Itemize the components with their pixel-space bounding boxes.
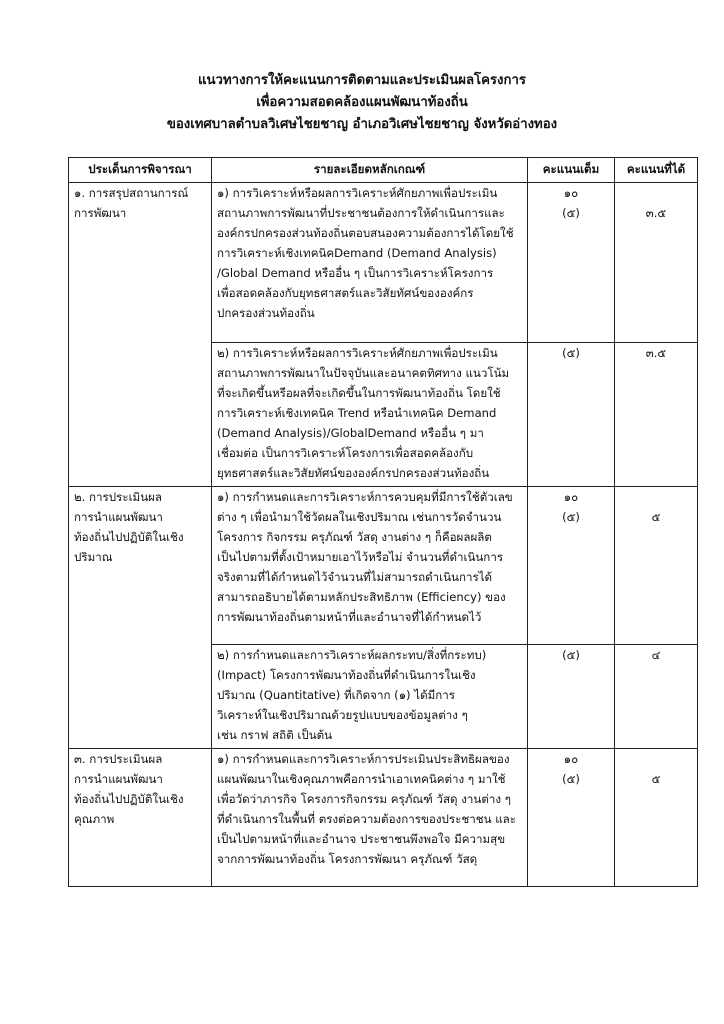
- detail-line: โครงการ กิจกรรม ครุภัณฑ์ วัสดุ งานต่าง ๆ ก็คือผลผลิต: [217, 530, 492, 544]
- detail-line: การวิเคราะห์เชิงเทคนิคDemand (Demand Analysis): [217, 246, 497, 260]
- detail-line: สถานภาพการพัฒนาที่ประชาชนต้องการให้ดำเนินการและ: [217, 206, 505, 220]
- detail-line: (Impact) โครงการพัฒนาท้องถิ่นที่ดำเนินการในเชิง: [217, 668, 476, 682]
- criteria-details: [212, 487, 528, 645]
- detail-line: ที่จะเกิดขึ้นหรือผลที่จะเกิดขึ้นในการพัฒนาท้องถิ่น โดยใช้: [217, 386, 501, 400]
- category-line: การนำแผนพัฒนา: [74, 510, 163, 524]
- category-line: การพัฒนา: [74, 206, 127, 220]
- header-score-obtained: คะแนนที่ได้: [615, 158, 698, 183]
- criteria-details: [212, 645, 528, 749]
- table-header-row: [69, 158, 698, 183]
- detail-line: ๑) การวิเคราะห์หรือผลการวิเคราะห์ศักยภาพเพื่อประเมิน: [217, 186, 498, 200]
- category-line: ๓. การประเมินผล: [74, 752, 163, 766]
- detail-line: เป็นไปตามหน้าที่และอำนาจ ประชาชนพึงพอใจ มีความสุข: [217, 832, 506, 846]
- item-full-score: (๕): [562, 346, 580, 360]
- table-row: [69, 749, 698, 887]
- detail-line: ปริมาณ (Quantitative) ที่เกิดจาก (๑) ได้มีการ: [217, 688, 456, 702]
- full-score-cell: [528, 749, 615, 887]
- detail-line: ปกครองส่วนท้องถิ่น: [217, 306, 315, 320]
- full-score-cell: [528, 343, 615, 487]
- item-full-score: (๕): [562, 206, 580, 220]
- category-line: คุณภาพ: [74, 812, 115, 826]
- detail-line: วิเคราะห์ในเชิงปริมาณด้วยรูปแบบของข้อมูลต่าง ๆ: [217, 708, 468, 722]
- detail-line: (Demand Analysis)/GlobalDemand หรืออื่น ๆ มา: [217, 426, 484, 440]
- category-line: ปริมาณ: [74, 550, 113, 564]
- criteria-category: [69, 487, 212, 749]
- score-obtained-cell: [615, 487, 698, 645]
- detail-line: ๒) การกำหนดและการวิเคราะห์ผลกระทบ/สิ่งที่กระทบ): [217, 648, 487, 662]
- criteria-details: [212, 183, 528, 343]
- criteria-category: [69, 183, 212, 487]
- group-full-score: ๑๐: [563, 752, 579, 766]
- document-title: [0, 70, 724, 136]
- table-row: [69, 487, 698, 645]
- score-obtained-cell: [615, 343, 698, 487]
- item-full-score: (๕): [562, 772, 580, 786]
- detail-line: สามารถอธิบายได้ตามหลักประสิทธิภาพ (Efficiency) ของ: [217, 590, 506, 604]
- score-obtained: ๔: [651, 648, 661, 662]
- item-full-score: (๕): [562, 648, 580, 662]
- group-full-score: ๑๐: [563, 490, 579, 504]
- detail-line: จริงตามที่ได้กำหนดไว้จำนวนที่ไม่สามารถดำเนินการได้: [217, 570, 493, 584]
- title-line-1: แนวทางการให้คะแนนการติดตามและประเมินผลโครงการ: [198, 73, 526, 88]
- detail-line: องค์กรปกครองส่วนท้องถิ่นตอบสนองความต้องการได้โดยใช้: [217, 226, 514, 240]
- item-full-score: (๕): [562, 510, 580, 524]
- detail-line: ยุทธศาสตร์และวิสัยทัศน์ขององค์กรปกครองส่วนท้องถิ่น: [217, 466, 490, 480]
- detail-line: ๒) การวิเคราะห์หรือผลการวิเคราะห์ศักยภาพเพื่อประเมิน: [217, 346, 498, 360]
- criteria-category: [69, 749, 212, 887]
- score-obtained-cell: [615, 645, 698, 749]
- table-body: [69, 183, 698, 887]
- category-line: การนำแผนพัฒนา: [74, 772, 163, 786]
- criteria-details: [212, 343, 528, 487]
- detail-line: จากการพัฒนาท้องถิ่น โครงการพัฒนา ครุภัณฑ์ วัสดุ: [217, 852, 478, 866]
- header-details: รายละเอียดหลักเกณฑ์: [212, 158, 528, 183]
- score-obtained: ๓.๕: [645, 206, 667, 220]
- detail-line: เช่น กราฟ สถิติ เป็นต้น: [217, 728, 333, 742]
- detail-line: ๑) การกำหนดและการวิเคราะห์การควบคุมที่มีการใช้ตัวเลข: [217, 490, 513, 504]
- category-line: ๑. การสรุปสถานการณ์: [74, 186, 189, 200]
- score-obtained-cell: [615, 183, 698, 343]
- full-score-cell: [528, 183, 615, 343]
- detail-line: เชื่อมต่อ เป็นการวิเคราะห์โครงการเพื่อสอดคล้องกับ: [217, 446, 474, 460]
- scoring-table: [68, 157, 698, 887]
- group-full-score: ๑๐: [563, 186, 579, 200]
- detail-line: การพัฒนาท้องถิ่นตามหน้าที่และอำนาจที่ได้กำหนดไว้: [217, 610, 482, 624]
- category-line: ท้องถิ่นไปปฏิบัติในเชิง: [74, 530, 184, 544]
- category-line: ๒. การประเมินผล: [74, 490, 163, 504]
- detail-line: เพื่อวัดว่าภารกิจ โครงการกิจกรรม ครุภัณฑ์ วัสดุ งานต่าง ๆ: [217, 792, 511, 806]
- criteria-details: [212, 749, 528, 887]
- detail-line: เพื่อสอดคล้องกับยุทธศาสตร์และวิสัยทัศน์ขององค์กร: [217, 286, 474, 300]
- score-obtained: ๓.๕: [645, 346, 667, 360]
- header-full-score: คะแนนเต็ม: [528, 158, 615, 183]
- detail-line: ที่ดำเนินการในพื้นที่ ตรงต่อความต้องการของประชาชน และ: [217, 812, 516, 826]
- detail-line: การวิเคราะห์เชิงเทคนิค Trend หรือนำเทคนิค Demand: [217, 406, 497, 420]
- title-line-3: ของเทศบาลตำบลวิเศษไชยชาญ อำเภอวิเศษไชยชาญ จังหวัดอ่างทอง: [166, 117, 558, 132]
- category-line: ท้องถิ่นไปปฏิบัติในเชิง: [74, 792, 184, 806]
- detail-line: เป็นไปตามที่ตั้งเป้าหมายเอาไว้หรือไม่ จำนวนที่ดำเนินการ: [217, 550, 504, 564]
- header-category: ประเด็นการพิจารณา: [69, 158, 212, 183]
- detail-line: /Global Demand หรืออื่น ๆ เป็นการวิเคราะห์โครงการ: [217, 266, 494, 280]
- full-score-cell: [528, 645, 615, 749]
- detail-line: ๑) การกำหนดและการวิเคราะห์การประเมินประสิทธิผลของ: [217, 752, 510, 766]
- detail-line: แผนพัฒนาในเชิงคุณภาพคือการนำเอาเทคนิคต่าง ๆ มาใช้: [217, 772, 506, 786]
- full-score-cell: [528, 487, 615, 645]
- table-row: [69, 183, 698, 343]
- score-obtained: ๕: [651, 772, 661, 786]
- detail-line: ต่าง ๆ เพื่อนำมาใช้วัดผลในเชิงปริมาณ เช่นการวัดจำนวน: [217, 510, 502, 524]
- score-obtained: ๕: [651, 510, 661, 524]
- title-line-2: เพื่อความสอดคล้องแผนพัฒนาท้องถิ่น: [256, 95, 468, 110]
- detail-line: สถานภาพการพัฒนาในปัจจุบันและอนาคตทิศทาง แนวโน้ม: [217, 366, 510, 380]
- score-obtained-cell: [615, 749, 698, 887]
